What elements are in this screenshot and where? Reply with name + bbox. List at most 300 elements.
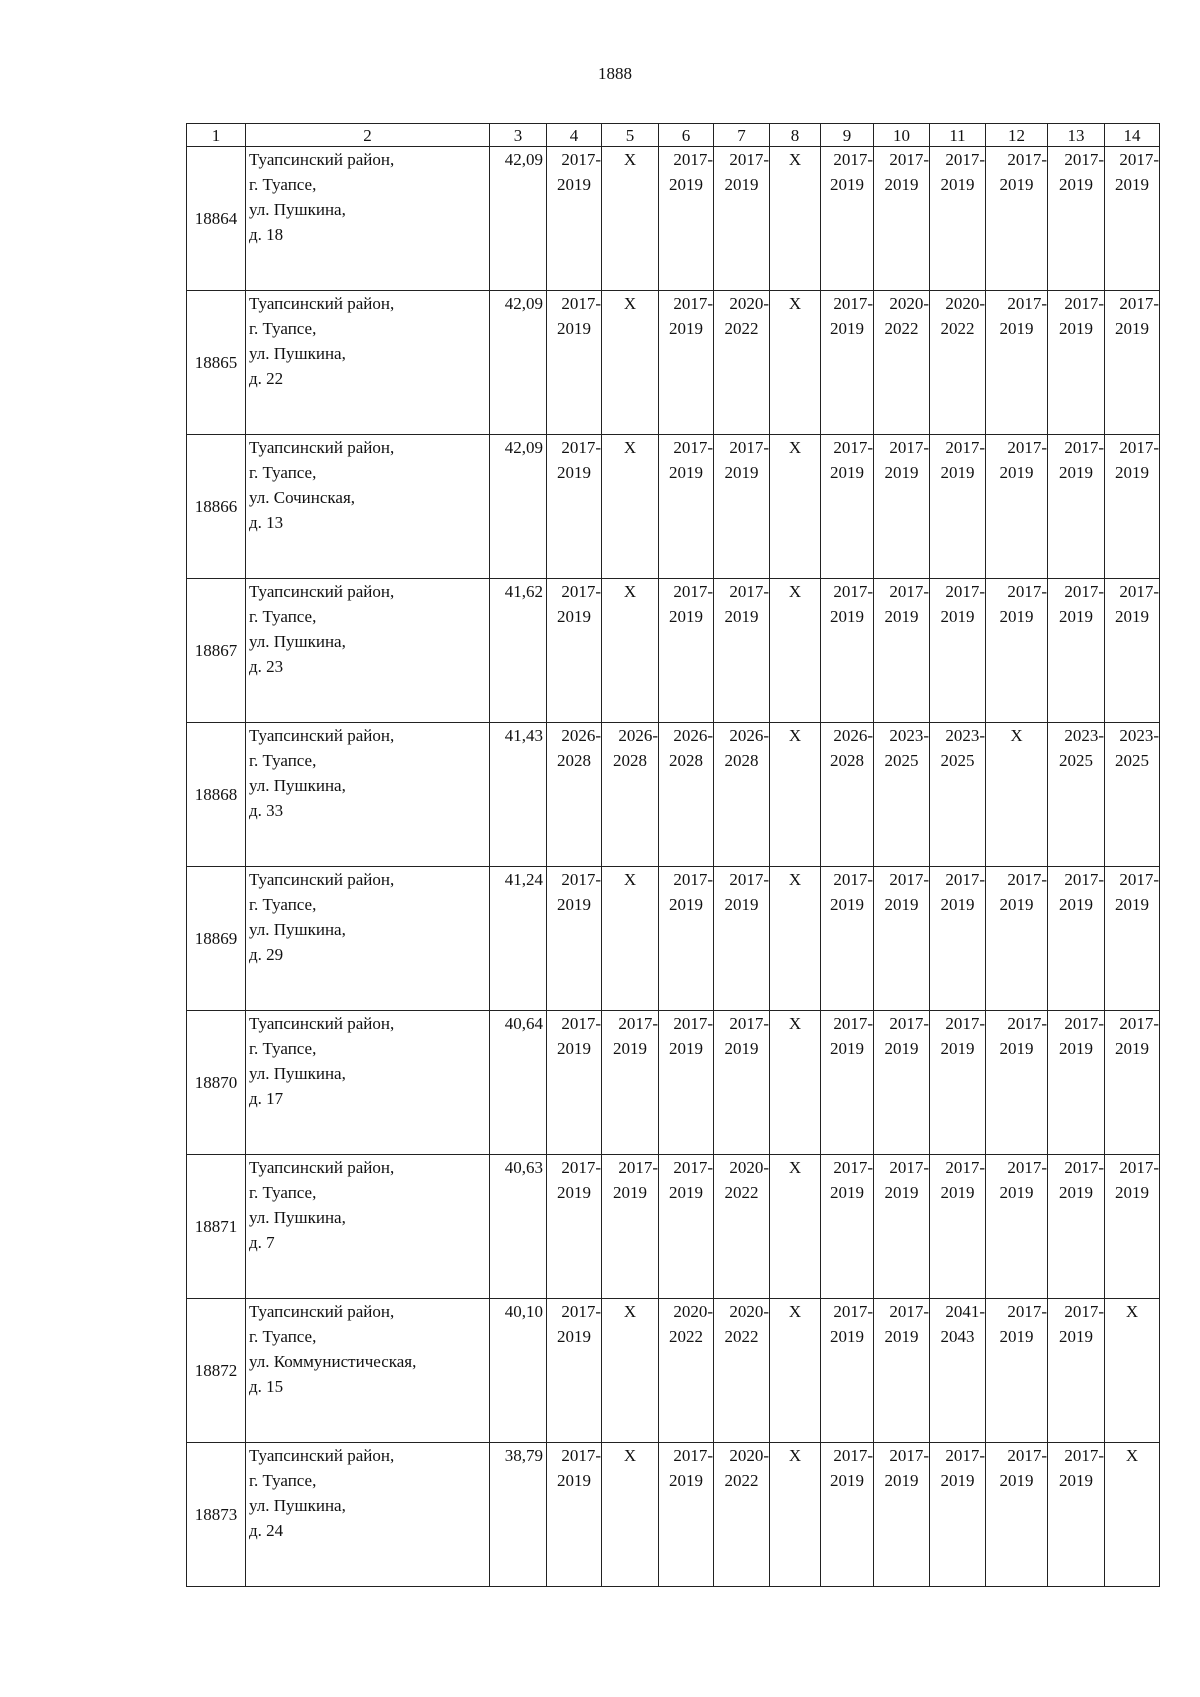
column-header-5: 5 — [602, 124, 659, 147]
period-end: 2019 — [557, 1471, 591, 1490]
address-line: Туапсинский район, — [249, 438, 395, 457]
period-cell — [1048, 723, 1105, 867]
column-header-9: 9 — [821, 124, 874, 147]
address-line: ул. Сочинская, — [249, 488, 356, 507]
period-cell — [1105, 579, 1160, 723]
period-cell — [821, 1443, 874, 1587]
period-start: 2017- — [1119, 870, 1159, 889]
period-end: 2019 — [884, 895, 919, 914]
period-cell — [714, 867, 770, 1011]
period-end: 2028 — [557, 751, 591, 770]
address-line: г. Туапсе, — [249, 895, 317, 914]
period-cell — [547, 291, 602, 435]
period-start: 2017- — [1119, 294, 1159, 313]
address-line: г. Туапсе, — [249, 1327, 317, 1346]
period-start: 2017- — [673, 870, 713, 889]
period-start: 2017- — [1007, 150, 1047, 169]
row-number: 18870 — [187, 1011, 246, 1155]
period-start: 2017- — [1007, 294, 1047, 313]
period-end: 2019 — [999, 1471, 1034, 1490]
period-start: 2017- — [1119, 582, 1159, 601]
period-cell — [821, 435, 874, 579]
period-cell — [821, 1011, 874, 1155]
period-start: 2020- — [945, 294, 985, 313]
table-row — [187, 1299, 1160, 1443]
period-end: 2019 — [999, 1183, 1034, 1202]
period-end: 2019 — [669, 175, 703, 194]
table-row — [187, 1011, 1160, 1155]
address-line: д. 7 — [249, 1233, 275, 1252]
table-row — [187, 1155, 1160, 1299]
address-line: д. 24 — [249, 1521, 284, 1540]
address-line: д. 17 — [249, 1089, 284, 1108]
period-cell — [1048, 435, 1105, 579]
period-cell — [874, 147, 930, 291]
period-end: 2019 — [557, 1183, 591, 1202]
period-start: 2017- — [618, 1158, 658, 1177]
period-start: 2017- — [833, 1014, 873, 1033]
period-cell — [874, 1011, 930, 1155]
period-cell — [1048, 1299, 1105, 1443]
period-start: 2017- — [673, 1014, 713, 1033]
period-start: 2017- — [561, 294, 601, 313]
period-start: 2017- — [833, 1158, 873, 1177]
period-end: 2019 — [830, 895, 864, 914]
address-line: ул. Пушкина, — [249, 1064, 346, 1083]
table-row — [187, 579, 1160, 723]
period-end: 2019 — [830, 607, 864, 626]
column-header-3: 3 — [490, 124, 547, 147]
row-number: 18868 — [187, 723, 246, 867]
period-cell — [1048, 867, 1105, 1011]
period-cell — [547, 867, 602, 1011]
period-start: 2017- — [673, 294, 713, 313]
address-line: ул. Пушкина, — [249, 776, 346, 795]
period-cell — [547, 147, 602, 291]
period-start: 2020- — [673, 1302, 713, 1321]
period-end: 2019 — [557, 1327, 591, 1346]
period-cell — [821, 579, 874, 723]
period-start: 2017- — [889, 1302, 929, 1321]
address-cell — [246, 579, 490, 723]
address-line: Туапсинский район, — [249, 294, 395, 313]
period-start: 2017- — [1064, 1446, 1104, 1465]
period-end: 2019 — [724, 607, 759, 626]
period-end: 2022 — [940, 319, 975, 338]
period-cell — [547, 1011, 602, 1155]
period-end: 2019 — [1059, 1183, 1093, 1202]
area-cell: 40,63 — [490, 1155, 547, 1299]
period-start: 2017- — [1064, 150, 1104, 169]
period-start: 2017- — [561, 870, 601, 889]
period-end: 2019 — [1115, 463, 1149, 482]
period-end: 2019 — [1059, 175, 1093, 194]
address-line: Туапсинский район, — [249, 726, 395, 745]
address-line: Туапсинский район, — [249, 582, 395, 601]
period-end: 2019 — [940, 607, 975, 626]
period-cell — [602, 1011, 659, 1155]
period-cell — [714, 1443, 770, 1587]
period-cell — [1105, 291, 1160, 435]
address-line: ул. Пушкина, — [249, 920, 346, 939]
period-start: 2017- — [1007, 870, 1047, 889]
period-start: 2023- — [945, 726, 985, 745]
period-cell — [930, 435, 986, 579]
period-start: 2017- — [1064, 1014, 1104, 1033]
row-number: 18873 — [187, 1443, 246, 1587]
period-start: 2017- — [833, 150, 873, 169]
period-cell — [930, 1299, 986, 1443]
period-cell — [714, 1011, 770, 1155]
address-cell — [246, 867, 490, 1011]
period-start: 2017- — [561, 1302, 601, 1321]
table-row — [187, 435, 1160, 579]
table-row — [187, 867, 1160, 1011]
period-cell — [659, 435, 714, 579]
period-start: 2017- — [945, 582, 985, 601]
period-cell — [714, 1155, 770, 1299]
period-end: 2028 — [830, 751, 864, 770]
address-line: ул. Коммунистическая, — [249, 1352, 417, 1371]
address-line: ул. Пушкина, — [249, 344, 346, 363]
area-cell: 41,43 — [490, 723, 547, 867]
period-end: 2022 — [724, 1327, 759, 1346]
period-cell — [1048, 291, 1105, 435]
address-line: д. 13 — [249, 513, 284, 532]
period-end: 2019 — [830, 1327, 864, 1346]
address-line: д. 33 — [249, 801, 284, 820]
period-start: 2017- — [1007, 1446, 1047, 1465]
period-end: 2019 — [999, 175, 1034, 194]
period-cell — [874, 867, 930, 1011]
period-end: 2022 — [724, 319, 759, 338]
period-start: 2017- — [833, 870, 873, 889]
period-cell — [1048, 1443, 1105, 1587]
period-cell — [930, 1155, 986, 1299]
address-line: г. Туапсе, — [249, 607, 317, 626]
period-end: 2028 — [613, 751, 647, 770]
address-line: ул. Пушкина, — [249, 200, 346, 219]
period-end: 2025 — [940, 751, 975, 770]
address-cell — [246, 1443, 490, 1587]
period-cell — [602, 723, 659, 867]
column-header-13: 13 — [1048, 124, 1105, 147]
period-end: 2019 — [830, 1039, 864, 1058]
period-end: 2019 — [724, 1039, 759, 1058]
row-number: 18867 — [187, 579, 246, 723]
period-end: 2019 — [613, 1039, 647, 1058]
period-start: 2023- — [1119, 726, 1159, 745]
period-start: 2017- — [1007, 582, 1047, 601]
period-end: 2019 — [884, 1471, 919, 1490]
period-cell — [821, 291, 874, 435]
period-cell — [821, 1155, 874, 1299]
period-cell — [986, 291, 1048, 435]
period-cell — [602, 1155, 659, 1299]
area-cell: 42,09 — [490, 291, 547, 435]
period-cell — [659, 723, 714, 867]
period-cell — [547, 1155, 602, 1299]
row-number: 18869 — [187, 867, 246, 1011]
period-cell — [1048, 579, 1105, 723]
period-cell — [986, 1011, 1048, 1155]
period-start: 2017- — [1007, 1302, 1047, 1321]
address-cell — [246, 1155, 490, 1299]
period-start: 2017- — [833, 582, 873, 601]
period-start: 2017- — [1119, 1158, 1159, 1177]
period-end: 2019 — [830, 1471, 864, 1490]
period-start: 2017- — [1064, 870, 1104, 889]
period-end: 2025 — [1115, 751, 1149, 770]
address-line: д. 22 — [249, 369, 284, 388]
period-start: 2020- — [729, 1302, 769, 1321]
area-cell: 41,24 — [490, 867, 547, 1011]
row-number: 18871 — [187, 1155, 246, 1299]
period-end: 2019 — [557, 607, 591, 626]
period-start: 2026- — [618, 726, 658, 745]
period-end: 2019 — [884, 607, 919, 626]
not-applicable-mark: X — [770, 1155, 821, 1299]
period-start: 2017- — [889, 582, 929, 601]
period-start: 2023- — [1064, 726, 1104, 745]
period-end: 2019 — [669, 1471, 703, 1490]
not-applicable-mark: X — [602, 291, 659, 435]
not-applicable-mark: X — [602, 579, 659, 723]
column-header-12: 12 — [986, 124, 1048, 147]
period-start: 2017- — [729, 150, 769, 169]
period-start: 2017- — [561, 438, 601, 457]
period-cell — [1048, 1155, 1105, 1299]
period-cell — [821, 1299, 874, 1443]
period-cell — [930, 1011, 986, 1155]
period-start: 2017- — [945, 438, 985, 457]
not-applicable-mark: X — [770, 1011, 821, 1155]
address-line: г. Туапсе, — [249, 463, 317, 482]
area-cell: 42,09 — [490, 147, 547, 291]
period-end: 2019 — [1115, 175, 1149, 194]
period-end: 2019 — [940, 1183, 975, 1202]
period-end: 2019 — [613, 1183, 647, 1202]
table-row — [187, 291, 1160, 435]
register-table — [186, 123, 1160, 1587]
period-start: 2017- — [1064, 1158, 1104, 1177]
period-cell — [714, 435, 770, 579]
period-start: 2017- — [1119, 1014, 1159, 1033]
period-start: 2017- — [673, 582, 713, 601]
period-start: 2026- — [833, 726, 873, 745]
period-end: 2019 — [669, 607, 703, 626]
not-applicable-mark: X — [1105, 1299, 1160, 1443]
period-end: 2019 — [669, 895, 703, 914]
period-end: 2019 — [830, 1183, 864, 1202]
period-cell — [1105, 435, 1160, 579]
area-cell: 38,79 — [490, 1443, 547, 1587]
column-header-4: 4 — [547, 124, 602, 147]
address-line: г. Туапсе, — [249, 175, 317, 194]
period-cell — [986, 1443, 1048, 1587]
column-header-1: 1 — [187, 124, 246, 147]
not-applicable-mark: X — [770, 1299, 821, 1443]
period-cell — [986, 147, 1048, 291]
period-start: 2041- — [945, 1302, 985, 1321]
period-cell — [547, 1299, 602, 1443]
area-cell: 40,10 — [490, 1299, 547, 1443]
period-start: 2020- — [729, 294, 769, 313]
period-end: 2019 — [884, 463, 919, 482]
period-cell — [659, 291, 714, 435]
row-number: 18865 — [187, 291, 246, 435]
period-start: 2017- — [1007, 1014, 1047, 1033]
period-end: 2022 — [884, 319, 919, 338]
table-row — [187, 723, 1160, 867]
period-start: 2017- — [1064, 1302, 1104, 1321]
not-applicable-mark: X — [1105, 1443, 1160, 1587]
period-start: 2017- — [673, 438, 713, 457]
period-cell — [547, 435, 602, 579]
period-start: 2026- — [561, 726, 601, 745]
not-applicable-mark: X — [770, 723, 821, 867]
period-cell — [659, 1299, 714, 1443]
period-end: 2019 — [1115, 1039, 1149, 1058]
period-start: 2017- — [1064, 582, 1104, 601]
period-start: 2017- — [673, 150, 713, 169]
period-end: 2019 — [1059, 895, 1093, 914]
not-applicable-mark: X — [770, 1443, 821, 1587]
column-header-8: 8 — [770, 124, 821, 147]
period-start: 2017- — [945, 1446, 985, 1465]
period-start: 2017- — [1007, 1158, 1047, 1177]
period-start: 2017- — [945, 870, 985, 889]
period-end: 2019 — [940, 175, 975, 194]
address-line: ул. Пушкина, — [249, 1208, 346, 1227]
period-cell — [930, 1443, 986, 1587]
period-cell — [874, 1155, 930, 1299]
address-line: Туапсинский район, — [249, 150, 395, 169]
address-line: д. 29 — [249, 945, 284, 964]
not-applicable-mark: X — [602, 435, 659, 579]
period-end: 2019 — [999, 319, 1034, 338]
period-cell — [986, 579, 1048, 723]
period-cell — [986, 1299, 1048, 1443]
column-header-10: 10 — [874, 124, 930, 147]
period-end: 2019 — [1059, 1039, 1093, 1058]
address-line: д. 23 — [249, 657, 284, 676]
period-start: 2017- — [561, 582, 601, 601]
period-cell — [874, 1443, 930, 1587]
period-end: 2019 — [940, 1039, 975, 1058]
period-end: 2019 — [557, 175, 591, 194]
period-cell — [821, 147, 874, 291]
period-end: 2019 — [999, 463, 1034, 482]
address-cell — [246, 291, 490, 435]
not-applicable-mark: X — [602, 1299, 659, 1443]
period-cell — [930, 723, 986, 867]
address-line: г. Туапсе, — [249, 1039, 317, 1058]
not-applicable-mark: X — [770, 579, 821, 723]
period-start: 2017- — [945, 1014, 985, 1033]
period-end: 2019 — [940, 463, 975, 482]
period-cell — [714, 291, 770, 435]
period-cell — [547, 723, 602, 867]
not-applicable-mark: X — [770, 867, 821, 1011]
period-cell — [1105, 1011, 1160, 1155]
period-cell — [930, 291, 986, 435]
period-end: 2025 — [884, 751, 919, 770]
address-line: г. Туапсе, — [249, 1183, 317, 1202]
period-start: 2017- — [1064, 438, 1104, 457]
address-line: г. Туапсе, — [249, 319, 317, 338]
address-line: Туапсинский район, — [249, 1158, 395, 1177]
period-end: 2019 — [1115, 895, 1149, 914]
address-line: г. Туапсе, — [249, 751, 317, 770]
period-end: 2019 — [1059, 1471, 1093, 1490]
column-header-7: 7 — [714, 124, 770, 147]
address-cell — [246, 435, 490, 579]
period-cell — [714, 1299, 770, 1443]
not-applicable-mark: X — [770, 291, 821, 435]
period-end: 2019 — [669, 319, 703, 338]
period-start: 2017- — [729, 1014, 769, 1033]
period-end: 2025 — [1059, 751, 1093, 770]
period-start: 2017- — [1119, 438, 1159, 457]
period-cell — [714, 579, 770, 723]
period-start: 2017- — [1007, 438, 1047, 457]
period-end: 2019 — [1115, 319, 1149, 338]
period-end: 2019 — [999, 607, 1034, 626]
period-start: 2017- — [833, 294, 873, 313]
column-header-11: 11 — [930, 124, 986, 147]
period-cell — [547, 1443, 602, 1587]
address-line: г. Туапсе, — [249, 1471, 317, 1490]
period-start: 2017- — [561, 1446, 601, 1465]
period-end: 2019 — [1059, 607, 1093, 626]
period-end: 2022 — [669, 1327, 703, 1346]
period-end: 2019 — [830, 319, 864, 338]
address-line: Туапсинский район, — [249, 1302, 395, 1321]
period-end: 2019 — [669, 1183, 703, 1202]
period-end: 2019 — [999, 1327, 1034, 1346]
period-cell — [659, 147, 714, 291]
not-applicable-mark: X — [770, 147, 821, 291]
period-end: 2019 — [669, 1039, 703, 1058]
period-end: 2019 — [724, 895, 759, 914]
period-start: 2017- — [833, 438, 873, 457]
period-cell — [874, 291, 930, 435]
address-line: д. 18 — [249, 225, 284, 244]
period-cell — [547, 579, 602, 723]
period-end: 2019 — [1059, 463, 1093, 482]
row-number: 18872 — [187, 1299, 246, 1443]
period-end: 2019 — [940, 1471, 975, 1490]
period-start: 2026- — [673, 726, 713, 745]
column-header-6: 6 — [659, 124, 714, 147]
period-start: 2026- — [729, 726, 769, 745]
not-applicable-mark: X — [602, 147, 659, 291]
period-end: 2019 — [884, 175, 919, 194]
address-cell — [246, 723, 490, 867]
period-cell — [874, 435, 930, 579]
period-start: 2017- — [889, 1446, 929, 1465]
period-end: 2019 — [884, 1039, 919, 1058]
not-applicable-mark: X — [602, 867, 659, 1011]
period-end: 2028 — [724, 751, 759, 770]
period-start: 2020- — [889, 294, 929, 313]
period-cell — [1105, 723, 1160, 867]
period-end: 2019 — [1115, 607, 1149, 626]
period-cell — [1105, 147, 1160, 291]
period-end: 2019 — [940, 895, 975, 914]
address-line: Туапсинский район, — [249, 1014, 395, 1033]
